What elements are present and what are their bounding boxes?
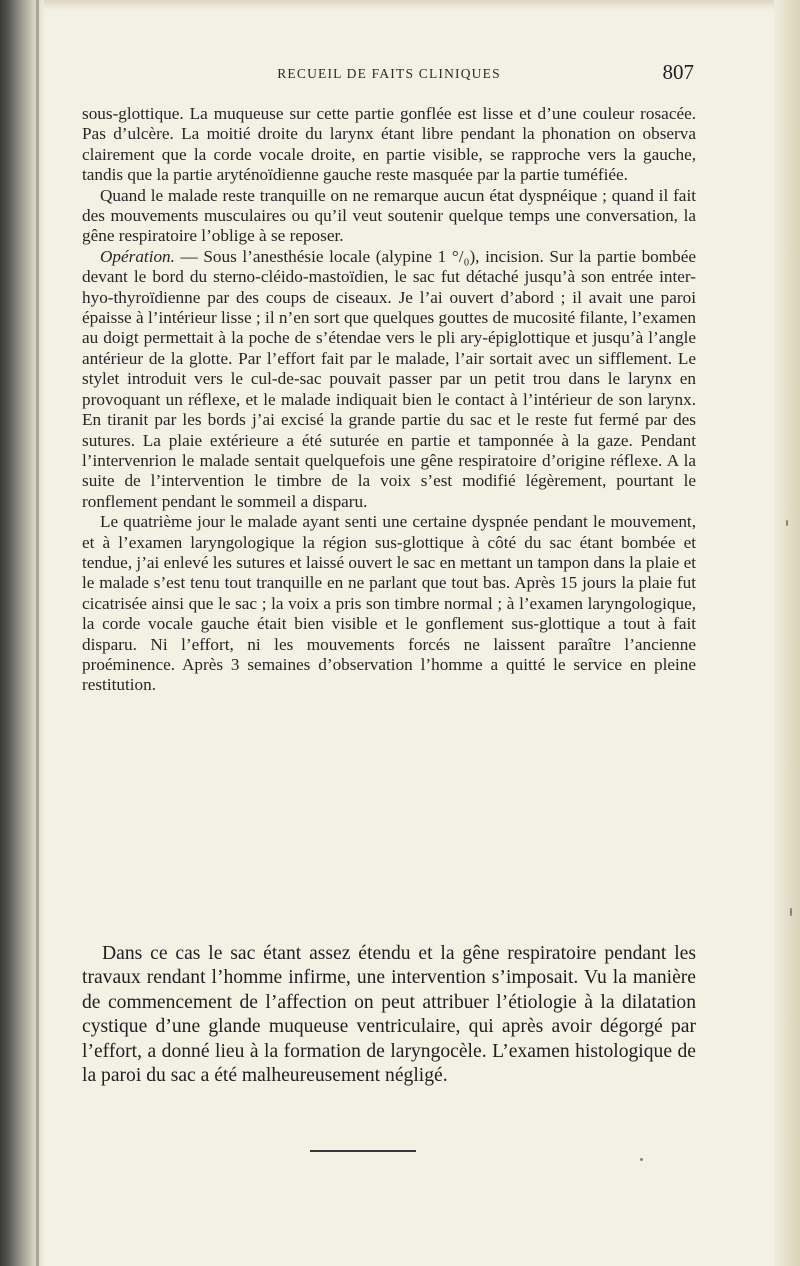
- operation-label: Opération.: [100, 246, 175, 266]
- paragraph-continued: sous-glottique. La muqueuse sur cette partie gonflée est lisse et d’une couleur rosacée. Pas d’ulcère. La moitié droite du larynx étant libre pendant la phonation on observa clairement que la corde vocale droite, en partie visible, se rapproche vers la gauche, tandis que la partie aryténoïdienne gauche reste masquée par la partie tuméfiée.: [82, 104, 696, 185]
- case-report-body: [82, 104, 696, 696]
- conclusion-block: [82, 942, 696, 1088]
- page-right-edge: [774, 0, 800, 1266]
- page-number: 807: [662, 60, 694, 84]
- paragraph-follow-up: Le quatrième jour le malade ayant senti une certaine dyspnée pendant le mouvement, et à l’examen laryngologique la région sus-glottique à côté du sac étant bombée et tendue, j’ai enlevé les sutures et laissé ouvert le sac en mettant un tampon dans la plaie et le malade s’est tenu tout tranquille en ne parlant que tout bas. Après 15 jours la plaie fut cicatrisée ainsi que le sac ; la voix a pris son timbre normal ; à l’examen laryngologique, la corde vocale gauche était bien visible et le gonflement sus-glottique a tout à fait disparu. Ni l’effort, ni les mouvements forcés ne laissent paraître l’ancienne proéminence. Après 3 semaines d’observation l’homme a quitté le service en pleine restitution.: [82, 512, 696, 695]
- paper-speck: [790, 908, 792, 916]
- end-rule-divider: [310, 1150, 416, 1152]
- page-header: [82, 60, 696, 88]
- paper-speck: [640, 1158, 643, 1161]
- paragraph-operation: [82, 247, 696, 512]
- conclusion-paragraph: Dans ce cas le sac étant assez étendu et la gêne respiratoire pendant les travaux rendant l’homme infirme, une intervention s’imposait. Vu la manière de commencement de l’affection on peut attribuer l’étiologie à la dilatation cystique d’une glande muqueuse ventriculaire, qui après avoir dégorgé par l’effort, a donné lieu à la formation de laryngocèle. L’examen histologique de la paroi du sac a été malheureusement négligé.: [82, 943, 696, 1087]
- running-head: RECUEIL DE FAITS CLINIQUES: [277, 66, 501, 81]
- page-top-edge: [0, 0, 800, 10]
- binding-gutter-line: [36, 0, 39, 1266]
- paper-speck: [786, 520, 788, 526]
- operation-text: — Sous l’anesthésie locale (alypine 1 °/₀), incision. Sur la partie bombée devant le bord du sterno-cléido-mastoïdien, le sac fut détaché jusqu’à son entrée inter-hyo-thyroïdienne par des coups de ciseaux. Je l’ai ouvert d’abord ; il avait une paroi épaisse à l’intérieur lisse ; il n’en sort que quelques gouttes de mucosité filante, l’examen au doigt permettait à la poche de s’étendae vers le pli ary-épiglottique et jusqu’à l’angle antérieur de la glotte. Par l’effort fait par le malade, l’air sortait avec un sifflement. Le stylet introduit vers le cul-de-sac pouvait passer par un petit trou dans le larynx en provoquant un réflexe, et le malade indiquait bien le contact à l’intérieur de son larynx. En tiranit par les bords j’ai excisé la grande partie du sac et le reste fut fermé par des sutures. La plaie extérieure a été suturée en partie et tamponnée à la gaze. Pendant l’intervenrion le malade sentait quelquefois une gêne respiratoire d’origine réflexe. A la suite de l’intervention le timbre de la voix s’est modifié légèrement, pourtant le ronflement pendant le sommeil a disparu.: [82, 246, 696, 511]
- paragraph-rest-state: Quand le malade reste tranquille on ne remarque aucun état dyspnéique ; quand il fait des mouvements musculaires ou qu’il veut soutenir quelque temps une conversation, la gêne respiratoire l’oblige à se reposer.: [82, 185, 696, 246]
